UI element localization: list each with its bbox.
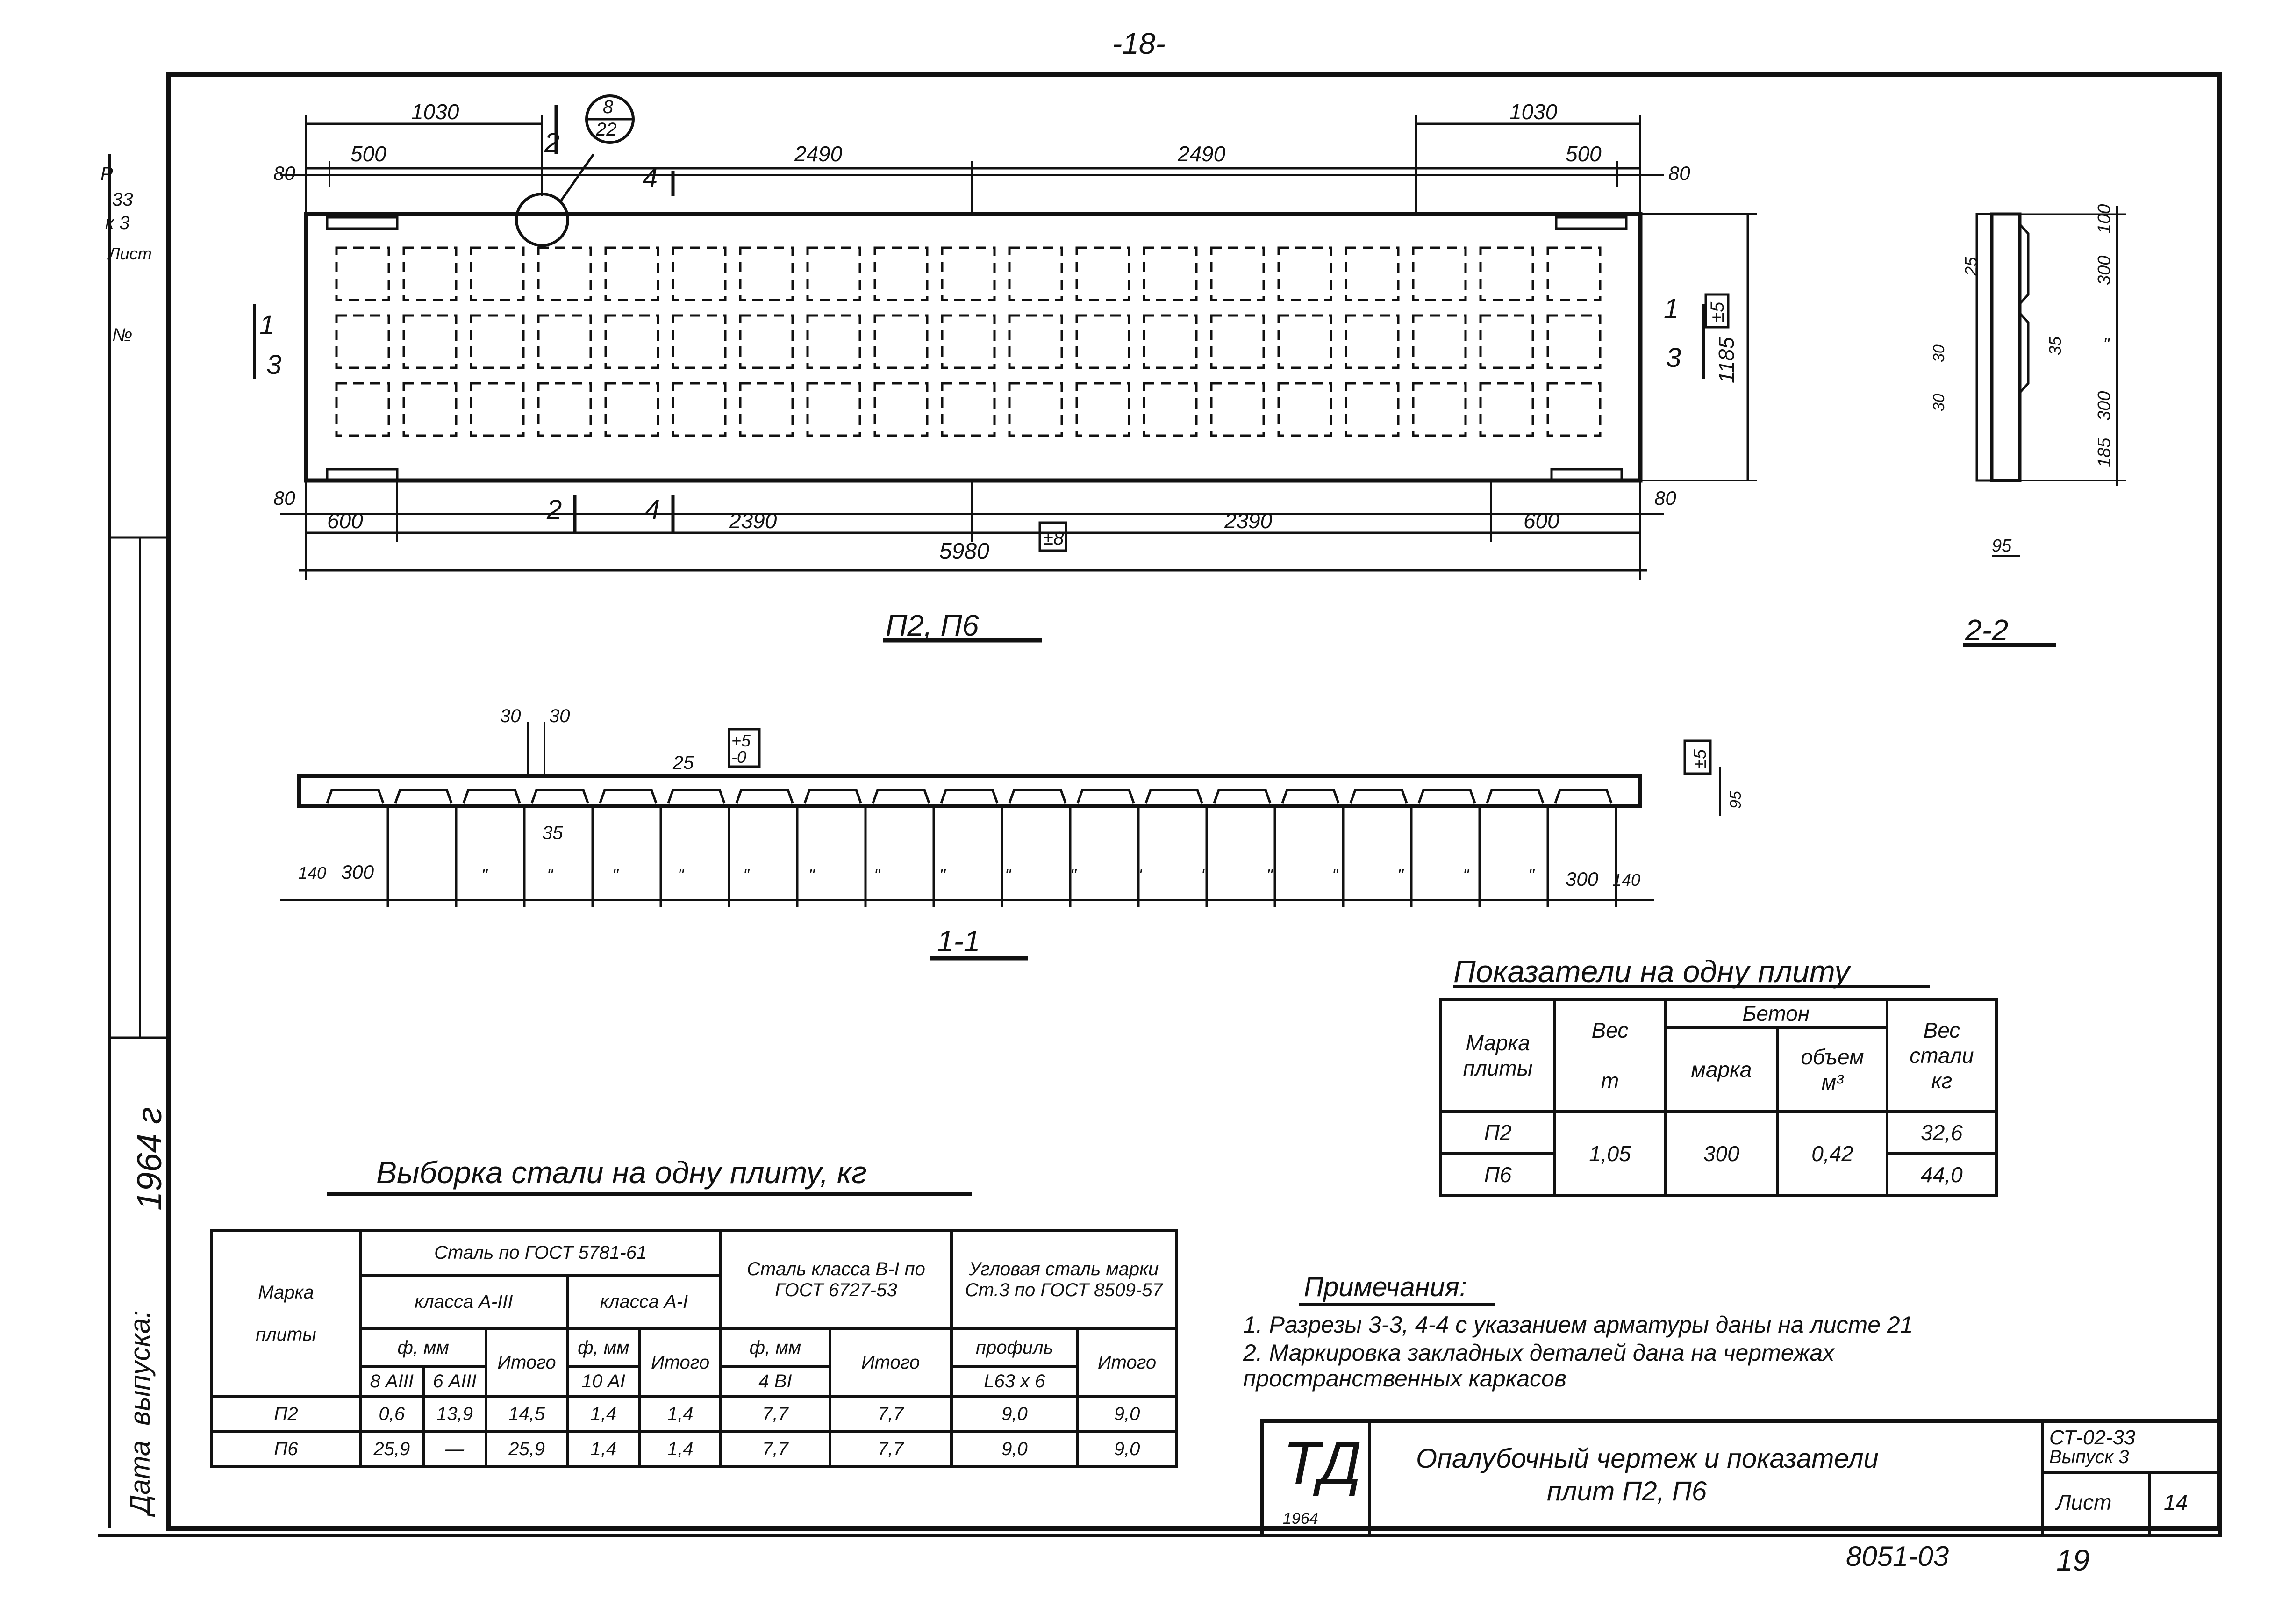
ditto-mark: " bbox=[1070, 866, 1076, 885]
ditto-mark: " bbox=[1397, 866, 1403, 885]
st-h-ugol: Угловая сталь марки Ст.3 по ГОСТ 8509-57 bbox=[951, 1231, 1176, 1329]
plate-cavity bbox=[1144, 316, 1196, 368]
callout-bottom: 22 bbox=[596, 119, 617, 140]
plan-title: П2, П6 bbox=[886, 609, 979, 642]
rib-profile bbox=[1009, 790, 1066, 803]
s11-right-tol: ±5 bbox=[1690, 749, 1710, 769]
sheet-title-line2: плит П2, П6 bbox=[1547, 1476, 1707, 1507]
st-h-d6: 6 АIII bbox=[423, 1366, 486, 1397]
st-h-diam-aiii: ф, мм bbox=[360, 1329, 486, 1366]
s22-ditto: " bbox=[2103, 335, 2110, 355]
s11-ditto-marks bbox=[481, 866, 1535, 885]
st-h-gost5781: Сталь по ГОСТ 5781-61 bbox=[360, 1231, 721, 1275]
rib-profile bbox=[1214, 790, 1270, 803]
plate-cavity bbox=[1077, 248, 1129, 300]
plate-cavity bbox=[1279, 316, 1331, 368]
ind-weight: 1,05 bbox=[1555, 1112, 1665, 1196]
s11-dim-35: 35 bbox=[542, 823, 563, 843]
rib-profile bbox=[395, 790, 451, 803]
footer-page: 19 bbox=[2056, 1543, 2090, 1577]
rib-profile bbox=[1487, 790, 1543, 803]
note-line-1: 1. Разрезы 3-3, 4-4 с указанием арматуры даны на листе 21 bbox=[1243, 1312, 1913, 1338]
plate-cavity bbox=[336, 383, 389, 436]
rib-profile bbox=[805, 790, 861, 803]
plate-cavity bbox=[1144, 248, 1196, 300]
ditto-mark: " bbox=[1332, 866, 1338, 885]
s22-dim-300-top: 300 bbox=[2095, 255, 2114, 285]
s11-thickness: 95 bbox=[1727, 791, 1745, 809]
plate-cavity bbox=[1548, 383, 1600, 436]
ind-mark-p2: П2 bbox=[1441, 1112, 1555, 1154]
ind-steel-p2: 32,6 bbox=[1887, 1112, 1996, 1154]
dim-500-right: 500 bbox=[1566, 142, 1602, 166]
plate-cavity bbox=[673, 248, 725, 300]
plate-cavity bbox=[538, 316, 591, 368]
dim-80-br: 80 bbox=[1654, 487, 1676, 509]
archive-number: 8051-03 bbox=[1846, 1541, 1949, 1572]
st-h-d8: 8 АIII bbox=[360, 1366, 423, 1397]
plate-cavity bbox=[471, 316, 523, 368]
st-h-d10: 10 АI bbox=[567, 1366, 640, 1397]
sheet-title-line1: Опалубочный чертеж и показатели bbox=[1416, 1443, 1879, 1474]
margin-year: 1964 г bbox=[130, 1107, 169, 1211]
dim-2390-right: 2390 bbox=[1224, 509, 1273, 533]
table-row: П2 0,6 13,9 14,5 1,4 1,4 7,7 7,7 9,0 9,0 bbox=[212, 1397, 1176, 1432]
plate-cavity bbox=[1009, 248, 1062, 300]
plate-cavity bbox=[1481, 316, 1533, 368]
plate-cavity bbox=[1413, 383, 1466, 436]
plate-cavity bbox=[1211, 383, 1264, 436]
dim-height: 1185 bbox=[1714, 337, 1738, 383]
st-h-d4: 4 ВI bbox=[721, 1366, 830, 1397]
plate-cavity bbox=[471, 383, 523, 436]
note-line-3: пространственных каркасов bbox=[1243, 1365, 1567, 1392]
ind-mark-p6: П6 bbox=[1441, 1154, 1555, 1196]
plate-cavity bbox=[404, 248, 456, 300]
st-h-itogo-aiii: Итого bbox=[486, 1329, 567, 1397]
plate-cavity bbox=[808, 316, 860, 368]
plate-cavity bbox=[336, 316, 389, 368]
plate-cavity bbox=[740, 316, 793, 368]
rib-profile bbox=[532, 790, 588, 803]
indicators-title: Показатели на одну плиту bbox=[1453, 954, 1850, 989]
s11-dim-30b: 30 bbox=[549, 706, 570, 726]
ditto-mark: " bbox=[874, 866, 880, 885]
ditto-mark: " bbox=[481, 866, 487, 885]
sheet-number: 14 bbox=[2164, 1490, 2188, 1514]
section-1-1-title: 1-1 bbox=[937, 924, 980, 958]
plate-cavity bbox=[1144, 383, 1196, 436]
s22-dim-300-bottom: 300 bbox=[2095, 391, 2114, 421]
plate-cavity bbox=[875, 383, 927, 436]
section-mark-4-top: 4 bbox=[643, 163, 658, 193]
ind-h-beton-marka: марка bbox=[1665, 1027, 1778, 1112]
rib-profile bbox=[464, 790, 520, 803]
callout-top: 8 bbox=[603, 97, 614, 117]
st-h-stal-b: Сталь класса В-I по ГОСТ 6727-53 bbox=[721, 1231, 951, 1329]
ditto-mark: " bbox=[808, 866, 815, 885]
s11-dim-300-left: 300 bbox=[341, 861, 374, 883]
dim-height-tolerance: ±5 bbox=[1707, 301, 1728, 323]
plate-cavity bbox=[1211, 316, 1264, 368]
s11-dim-30a: 30 bbox=[500, 706, 521, 726]
dim-600-left: 600 bbox=[327, 509, 363, 533]
margin-vypuska: выпуска: bbox=[124, 1310, 156, 1426]
st-h-itogo-ugol: Итого bbox=[1078, 1329, 1176, 1397]
td-logo-year: 1964 bbox=[1283, 1510, 1318, 1528]
plate-cavity bbox=[1009, 316, 1062, 368]
ind-h-ves: Вес т bbox=[1555, 999, 1665, 1112]
ditto-mark: " bbox=[612, 866, 618, 885]
dim-2390-left: 2390 bbox=[729, 509, 777, 533]
st-h-class-ai: класса А-I bbox=[567, 1275, 721, 1329]
plate-cavity bbox=[740, 383, 793, 436]
ditto-mark: " bbox=[1201, 866, 1207, 885]
section-mark-1-left: 1 bbox=[259, 310, 275, 340]
dim-80-bl: 80 bbox=[273, 487, 295, 509]
plate-cavity bbox=[606, 316, 658, 368]
rib-profile bbox=[941, 790, 997, 803]
section-2-2-outline bbox=[1992, 214, 2020, 481]
ditto-mark: " bbox=[1463, 866, 1469, 885]
section-2-2-title: 2-2 bbox=[1965, 613, 2009, 647]
plate-cavity bbox=[1548, 248, 1600, 300]
st-h-diam-ai: ф, мм bbox=[567, 1329, 640, 1366]
dim-80-tl: 80 bbox=[273, 162, 295, 184]
steel-table-title: Выборка стали на одну плиту, кг bbox=[376, 1155, 867, 1190]
notes-title: Примечания: bbox=[1304, 1272, 1467, 1302]
s22-dim-30a: 30 bbox=[1930, 394, 1948, 411]
rib-profile bbox=[737, 790, 793, 803]
margin-r: Р bbox=[100, 164, 113, 184]
plate-cavity bbox=[1077, 383, 1129, 436]
plate-cavity bbox=[1481, 248, 1533, 300]
plate-cavity bbox=[942, 383, 994, 436]
plate-cavity bbox=[1211, 248, 1264, 300]
section-mark-1-right: 1 bbox=[1664, 294, 1679, 324]
st-mark-p6: П6 bbox=[212, 1432, 360, 1467]
dim-80-tr: 80 bbox=[1668, 162, 1690, 184]
ditto-mark: " bbox=[1266, 866, 1273, 885]
margin-no: № bbox=[112, 325, 133, 345]
st-h-marka: Марка плиты bbox=[212, 1231, 360, 1397]
s22-dim-100: 100 bbox=[2095, 204, 2114, 234]
margin-data: Дата bbox=[124, 1440, 156, 1514]
st-h-profil: профиль bbox=[951, 1329, 1078, 1366]
rib-profile bbox=[1419, 790, 1475, 803]
plate-plan-outline bbox=[306, 214, 1640, 481]
s11-dim-300-right: 300 bbox=[1566, 868, 1599, 890]
ditto-mark: " bbox=[743, 866, 749, 885]
table-row: П6 25,9 — 25,9 1,4 1,4 7,7 7,7 9,0 9,0 bbox=[212, 1432, 1176, 1467]
dim-total-tolerance: ±8 bbox=[1043, 528, 1064, 549]
dim-600-right: 600 bbox=[1524, 509, 1559, 533]
plate-cavity bbox=[942, 248, 994, 300]
dim-1030-right: 1030 bbox=[1509, 100, 1558, 124]
plate-cavities bbox=[336, 248, 1600, 436]
doc-issue: Выпуск 3 bbox=[2049, 1447, 2129, 1467]
plate-cavity bbox=[808, 383, 860, 436]
s22-dim-25: 25 bbox=[1961, 257, 1981, 276]
dim-1030-left: 1030 bbox=[411, 100, 459, 124]
plate-cavity bbox=[1346, 316, 1398, 368]
plate-cavity bbox=[875, 316, 927, 368]
plate-cavity bbox=[740, 248, 793, 300]
s11-tol-top: +5 bbox=[731, 731, 751, 750]
page-number: -18- bbox=[1112, 27, 1166, 60]
ind-h-beton: Бетон bbox=[1665, 999, 1887, 1027]
dim-500-left: 500 bbox=[350, 142, 386, 166]
sheet-label: Лист bbox=[2056, 1490, 2112, 1514]
plate-cavity bbox=[404, 316, 456, 368]
rib-profile bbox=[668, 790, 724, 803]
plate-cavity bbox=[673, 316, 725, 368]
section-mark-2-top: 2 bbox=[544, 128, 560, 158]
plate-cavity bbox=[942, 316, 994, 368]
plate-cavity bbox=[673, 383, 725, 436]
s11-tol-bottom: -0 bbox=[731, 747, 747, 767]
st-h-l63: L63 х 6 bbox=[951, 1366, 1078, 1397]
section-mark-3-left: 3 bbox=[266, 350, 282, 380]
plate-cavity bbox=[336, 248, 389, 300]
rib-profile bbox=[873, 790, 929, 803]
margin-list: Лист bbox=[108, 244, 152, 263]
ditto-mark: " bbox=[547, 866, 553, 885]
plate-cavity bbox=[1279, 248, 1331, 300]
plate-cavity bbox=[875, 248, 927, 300]
st-mark-p2: П2 bbox=[212, 1397, 360, 1432]
plate-cavity bbox=[1077, 316, 1129, 368]
rib-profile bbox=[1078, 790, 1134, 803]
dim-2490-right: 2490 bbox=[1178, 142, 1226, 166]
section-mark-4-bottom: 4 bbox=[645, 495, 660, 525]
ditto-mark: " bbox=[1528, 866, 1534, 885]
s11-dim-140-right: 140 bbox=[1612, 870, 1641, 890]
rib-profile bbox=[1555, 790, 1611, 803]
rib-profile bbox=[1282, 790, 1338, 803]
ind-concrete-grade: 300 bbox=[1665, 1112, 1778, 1196]
plate-cavity bbox=[1009, 383, 1062, 436]
margin-33: 33 bbox=[112, 189, 133, 210]
s22-dim-30b: 30 bbox=[1930, 344, 1948, 362]
ditto-mark: " bbox=[1136, 866, 1142, 885]
s22-dim-35: 35 bbox=[2046, 336, 2065, 355]
indicators-table bbox=[1439, 998, 1998, 1197]
section-mark-2-bottom: 2 bbox=[547, 495, 562, 525]
plate-cavity bbox=[1346, 248, 1398, 300]
note-line-2: 2. Маркировка закладных деталей дана на чертежах bbox=[1243, 1340, 1835, 1366]
margin-k3: к 3 bbox=[105, 213, 130, 233]
steel-table bbox=[210, 1229, 1178, 1468]
rib-profile bbox=[327, 790, 383, 803]
ditto-mark: " bbox=[1005, 866, 1011, 885]
plate-cavity bbox=[808, 248, 860, 300]
s22-dim-95: 95 bbox=[1992, 536, 2012, 556]
s22-dim-185: 185 bbox=[2095, 438, 2114, 467]
plate-cavity bbox=[1413, 316, 1466, 368]
rib-profile bbox=[1351, 790, 1407, 803]
rib-profile bbox=[600, 790, 656, 803]
section-mark-3-right: 3 bbox=[1666, 343, 1681, 373]
plate-cavity bbox=[538, 383, 591, 436]
plate-cavity bbox=[404, 383, 456, 436]
plate-cavity bbox=[1481, 383, 1533, 436]
st-h-itogo-b: Итого bbox=[830, 1329, 951, 1397]
dim-2490-left: 2490 bbox=[794, 142, 843, 166]
st-h-diam-b: ф, мм bbox=[721, 1329, 830, 1366]
ind-steel-p6: 44,0 bbox=[1887, 1154, 1996, 1196]
s11-dim-140-left: 140 bbox=[298, 863, 327, 882]
plate-cavity bbox=[1548, 316, 1600, 368]
ind-h-ves-stali: Вес стали кг bbox=[1887, 999, 1996, 1112]
plate-cavity bbox=[1279, 383, 1331, 436]
ditto-mark: " bbox=[939, 866, 945, 885]
st-h-class-aiii: класса А-III bbox=[360, 1275, 567, 1329]
plate-cavity bbox=[606, 248, 658, 300]
dim-total-length: 5980 bbox=[939, 539, 989, 564]
plate-cavity bbox=[538, 248, 591, 300]
rib-profile bbox=[1146, 790, 1202, 803]
doc-code: СТ-02-33 bbox=[2049, 1426, 2136, 1449]
ind-h-obem: объем м³ bbox=[1778, 1027, 1887, 1112]
plate-cavity bbox=[606, 383, 658, 436]
st-h-itogo-ai: Итого bbox=[640, 1329, 721, 1397]
detail-callout-circle bbox=[516, 194, 568, 245]
plate-cavity bbox=[1346, 383, 1398, 436]
plate-cavity bbox=[471, 248, 523, 300]
s11-dim-25: 25 bbox=[673, 753, 694, 773]
ditto-mark: " bbox=[678, 866, 684, 885]
ind-volume: 0,42 bbox=[1778, 1112, 1887, 1196]
ind-h-marka: Марка плиты bbox=[1441, 999, 1555, 1112]
td-logo: ТД bbox=[1283, 1429, 1362, 1497]
plate-cavity bbox=[1413, 248, 1466, 300]
